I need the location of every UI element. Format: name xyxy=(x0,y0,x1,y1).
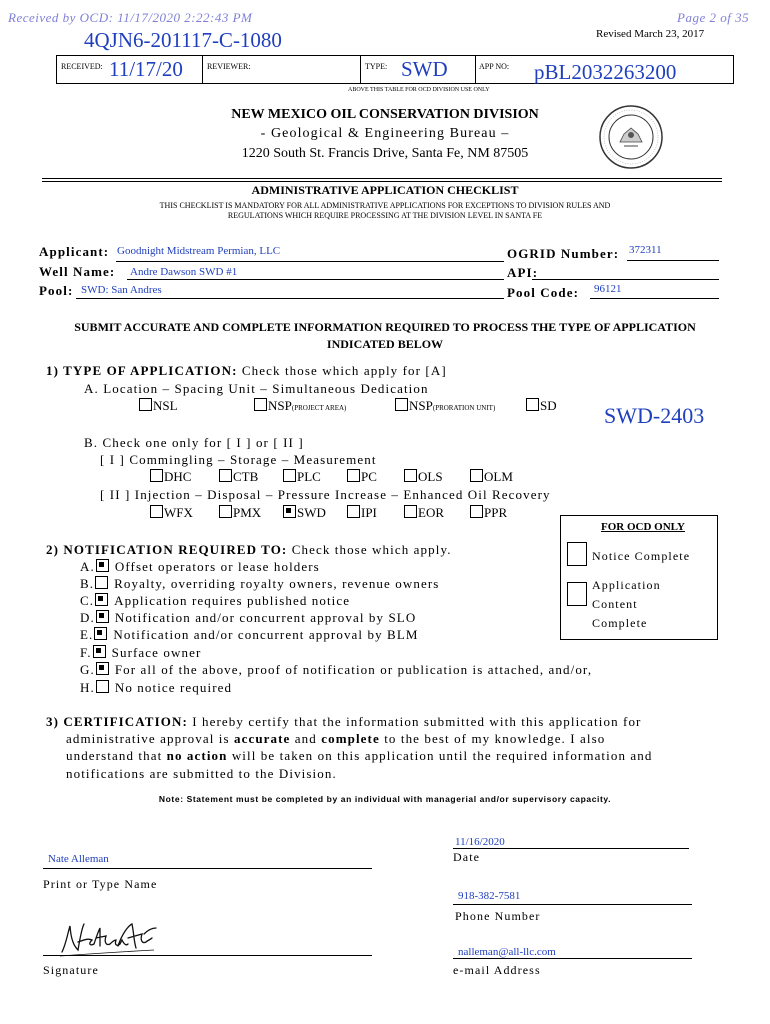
api-label: API: xyxy=(507,265,539,280)
notice-item-b[interactable]: B. Royalty, overriding royalty owners, revenue owners xyxy=(80,576,440,591)
checkbox-plc[interactable] xyxy=(283,469,296,482)
option-nsp-project[interactable]: NSP(PROJECT AREA) xyxy=(254,398,346,414)
ocd-only-box xyxy=(560,515,718,640)
option-dhc[interactable]: DHC xyxy=(150,469,191,485)
section1-heading: 1) TYPE OF APPLICATION: Check those which apply for [A] xyxy=(46,363,447,378)
checkbox-nsl[interactable] xyxy=(139,398,152,411)
date-value[interactable]: 11/16/2020 xyxy=(455,836,505,848)
email-value[interactable]: nalleman@all-llc.com xyxy=(458,946,556,958)
section2-heading: 2) NOTIFICATION REQUIRED TO: Check those which apply. xyxy=(46,542,452,557)
reviewer-label: REVIEWER: xyxy=(207,62,251,71)
cert-line-3: understand that no action will be taken on this application until the required information and xyxy=(66,748,653,763)
checkbox-eor[interactable] xyxy=(404,505,417,518)
option-ipi[interactable]: IPI xyxy=(347,505,377,521)
option-olm[interactable]: OLM xyxy=(470,469,513,485)
well-name-value[interactable]: Andre Dawson SWD #1 xyxy=(130,266,238,278)
email-label: e-mail Address xyxy=(453,963,541,977)
notice-item-g[interactable]: G. For all of the above, proof of notification or publication is attached, and/or, xyxy=(80,662,593,677)
app-no-value: pBL2032263200 xyxy=(534,60,677,84)
checklist-desc-1: THIS CHECKLIST IS MANDATORY FOR ALL ADMINISTRATIVE APPLICATIONS FOR EXCEPTIONS TO DIVISION RULES AND xyxy=(159,201,611,210)
type-value: SWD xyxy=(401,57,448,81)
applicant-value[interactable]: Goodnight Midstream Permian, LLC xyxy=(117,245,281,257)
checkbox-notice-c[interactable] xyxy=(95,593,108,606)
notice-complete-checkbox[interactable] xyxy=(567,542,587,566)
ocd-only-title: FOR OCD ONLY xyxy=(601,521,685,533)
checkbox-notice-g[interactable] xyxy=(96,662,109,675)
case-number: 4QJN6-201117-C-1080 xyxy=(84,28,282,52)
submit-line-2: INDICATED BELOW xyxy=(326,337,444,351)
cert-line-2: administrative approval is accurate and complete to the best of my knowledge. I also xyxy=(66,731,606,746)
option-plc[interactable]: PLC xyxy=(283,469,321,485)
division-address: 1220 South St. Francis Drive, Santa Fe, NM 87505 xyxy=(241,146,529,161)
received-label: RECEIVED: xyxy=(61,62,103,71)
checklist-title: ADMINISTRATIVE APPLICATION CHECKLIST xyxy=(251,183,519,197)
checkbox-notice-b[interactable] xyxy=(95,576,108,589)
name-value[interactable]: Nate Alleman xyxy=(48,853,109,865)
checkbox-nsp-project[interactable] xyxy=(254,398,267,411)
option-swd[interactable]: SWD xyxy=(283,505,326,521)
checkbox-notice-h[interactable] xyxy=(96,680,109,693)
application-complete-checkbox[interactable] xyxy=(567,582,587,606)
phone-value[interactable]: 918-382-7581 xyxy=(458,890,521,902)
well-name-label: Well Name: xyxy=(39,264,116,279)
option-nsp-proration[interactable]: NSP(PRORATION UNIT) xyxy=(395,398,495,414)
pool-code-label: Pool Code: xyxy=(507,285,580,300)
handwritten-signature xyxy=(58,916,158,960)
checkbox-ipi[interactable] xyxy=(347,505,360,518)
option-eor[interactable]: EOR xyxy=(404,505,444,521)
ogrid-label: OGRID Number: xyxy=(507,246,620,261)
checkbox-ols[interactable] xyxy=(404,469,417,482)
checkbox-notice-e[interactable] xyxy=(94,627,107,640)
notice-item-f[interactable]: F. Surface owner xyxy=(80,645,202,660)
section1-a-title: A. Location – Spacing Unit – Simultaneous Dedication xyxy=(84,381,429,396)
section1-b2-title: [ II ] Injection – Disposal – Pressure Increase – Enhanced Oil Recovery xyxy=(100,487,551,502)
cert-note: Note: Statement must be completed by an individual with managerial and/or supervisory capacity. xyxy=(158,794,612,804)
submit-line-1: SUBMIT ACCURATE AND COMPLETE INFORMATION REQUIRED TO PROCESS THE TYPE OF APPLICATION xyxy=(74,320,696,334)
checkbox-ctb[interactable] xyxy=(219,469,232,482)
option-ols[interactable]: OLS xyxy=(404,469,443,485)
division-bureau: - Geological & Engineering Bureau – xyxy=(260,126,510,141)
received-stamp: Received by OCD: 11/17/2020 2:22:43 PM xyxy=(8,10,253,25)
complete-label: Complete xyxy=(592,616,648,630)
received-value: 11/17/20 xyxy=(109,57,183,81)
swd-order-number: SWD-2403 xyxy=(604,403,705,428)
option-pmx[interactable]: PMX xyxy=(219,505,261,521)
option-ctb[interactable]: CTB xyxy=(219,469,258,485)
checkbox-notice-a[interactable] xyxy=(96,559,109,572)
option-nsl[interactable]: NSL xyxy=(139,398,178,414)
section1-b-title: B. Check one only for [ I ] or [ II ] xyxy=(84,435,304,450)
app-no-label: APP NO: xyxy=(479,62,510,71)
revised-date: Revised March 23, 2017 xyxy=(596,28,705,40)
pool-code-value[interactable]: 96121 xyxy=(594,283,622,295)
checkbox-pmx[interactable] xyxy=(219,505,232,518)
checkbox-notice-f[interactable] xyxy=(93,645,106,658)
signature-label: Signature xyxy=(43,963,99,977)
date-label: Date xyxy=(453,850,481,864)
checkbox-dhc[interactable] xyxy=(150,469,163,482)
cert-line-1: 3) CERTIFICATION: I hereby certify that the information submitted with this application for xyxy=(46,714,642,729)
option-wfx[interactable]: WFX xyxy=(150,505,193,521)
checkbox-wfx[interactable] xyxy=(150,505,163,518)
notice-item-h[interactable]: H. No notice required xyxy=(80,680,233,695)
applicant-label: Applicant: xyxy=(39,244,110,259)
ogrid-value[interactable]: 372311 xyxy=(629,244,662,256)
notice-item-c[interactable]: C. Application requires published notice xyxy=(80,593,351,608)
pool-value[interactable]: SWD: San Andres xyxy=(81,284,162,296)
notice-item-a[interactable]: A. Offset operators or lease holders xyxy=(80,559,320,574)
state-seal-logo xyxy=(598,104,664,170)
checkbox-sd[interactable] xyxy=(526,398,539,411)
ocd-use-note: ABOVE THIS TABLE FOR OCD DIVISION USE ONLY xyxy=(348,87,490,93)
ocd-use-box xyxy=(56,55,734,84)
checkbox-swd[interactable] xyxy=(283,505,296,518)
notice-item-e[interactable]: E. Notification and/or concurrent approval by BLM xyxy=(80,627,419,642)
name-label: Print or Type Name xyxy=(43,877,158,891)
checkbox-ppr[interactable] xyxy=(470,505,483,518)
section1-b1-title: [ I ] Commingling – Storage – Measurement xyxy=(100,452,377,467)
checkbox-nsp-proration[interactable] xyxy=(395,398,408,411)
option-ppr[interactable]: PPR xyxy=(470,505,507,521)
option-pc[interactable]: PC xyxy=(347,469,377,485)
page-number: Page 2 of 35 xyxy=(677,10,750,25)
checkbox-pc[interactable] xyxy=(347,469,360,482)
division-name: NEW MEXICO OIL CONSERVATION DIVISION xyxy=(231,107,539,122)
notice-item-d[interactable]: D. Notification and/or concurrent approval by SLO xyxy=(80,610,417,625)
cert-line-4: notifications are submitted to the Division. xyxy=(66,766,337,781)
option-sd[interactable]: SD xyxy=(526,398,557,414)
checklist-desc-2: REGULATIONS WHICH REQUIRE PROCESSING AT THE DIVISION LEVEL IN SANTA FE xyxy=(227,211,543,220)
pool-label: Pool: xyxy=(39,283,74,298)
type-label: TYPE: xyxy=(365,62,388,71)
checkbox-olm[interactable] xyxy=(470,469,483,482)
checkbox-notice-d[interactable] xyxy=(96,610,109,623)
phone-label: Phone Number xyxy=(455,909,541,923)
application-label: Application xyxy=(592,578,661,592)
notice-complete-label: Notice Complete xyxy=(592,549,691,563)
content-label: Content xyxy=(592,597,638,611)
